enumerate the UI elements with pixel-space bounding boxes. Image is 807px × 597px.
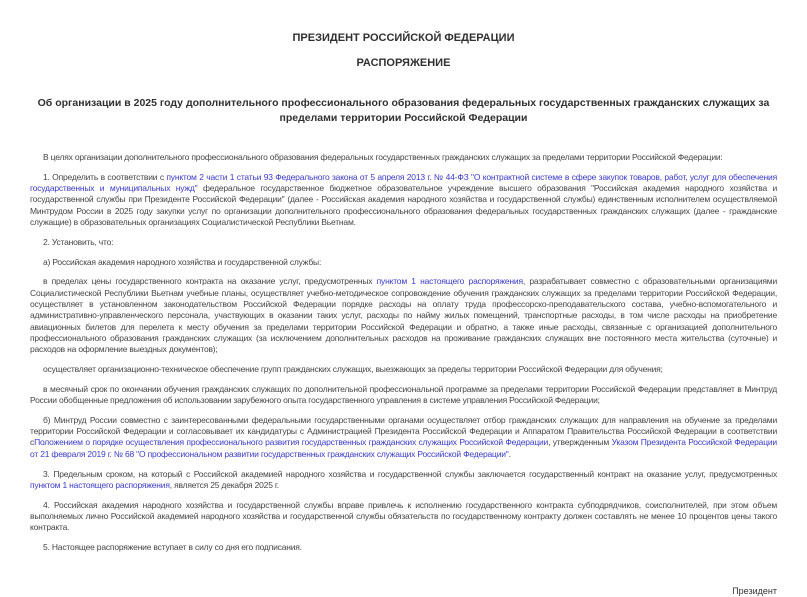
paragraph-text: , является 25 декабря 2025 г. (169, 479, 279, 490)
paragraph-text: в пределах цены государственного контракта на оказание услуг, предусмотренных (43, 276, 377, 287)
paragraph-text: осуществляет организационно-техническое обеспечение групп гражданских служащих, выезжающих за пределы территории Российской Федерации для обучения; (43, 363, 663, 374)
legal-reference-link[interactable]: Указом Президента Российской Федерации от 21 февраля 2019 г. № 68 "О профессиональном развитии государственных гражданских служащих Российской Федерации" (30, 437, 777, 459)
paragraph (30, 237, 777, 248)
paragraph-text: 1. Определить в соответствии с (43, 171, 167, 182)
document-header (30, 32, 777, 125)
legal-reference-link[interactable]: пунктом 1 настоящего распоряжения (30, 479, 170, 490)
paragraph (30, 469, 777, 492)
paragraph-text: 4. Российская академия народного хозяйства и государственной службы вправе привлечь к исполнению государственного контракта субподрядчиков, соисполнителей, при этом объем выполняемых лично Российской академией народного хозяйства и государственной службы обязательств по государственному контракту должен составлять не менее 10 процентов цены такого контракта. (30, 499, 777, 533)
paragraph (30, 542, 777, 553)
signature-row (30, 586, 777, 597)
document-title: Об организации в 2025 году дополнительного профессионального образования федеральных государственных гражданских служащих за пределами территории Российской Федерации (37, 97, 770, 124)
paragraph-text: , разрабатывает совместно с образовательными организациями Социалистической Республики Вьетнам учебные планы, осуществляет учебно-методическое сопровождение обучения гражданских служащих за пределами территории Российской Федерации, осуществляет в установленном законодательством Российской Федерации порядке расходы на оплату труда профессорско-преподавательского состава, учебно-вспомогательного и административно-управленческого персонала, участвующих в оказании таких услуг, расходы по найму жилых помещений, транспортные расходы, в том числе расходы на приобретение авиационных билетов для перелета к месту обучения за пределами территории Российской Федерации и обратно, а также иные расходы, связанные с организацией дополнительного профессионального образования гражданских служащих (за исключением дополнительных расходов на проживание гражданских служащих вне постоянного места жительства (суточные) и расходов на оформление выездных документов); (30, 276, 777, 355)
paragraph (30, 364, 777, 375)
legal-reference-link[interactable]: Положением о порядке осуществления профессионального развития государственных гражданских служащих Российской Федерации (34, 437, 549, 448)
paragraph (30, 415, 777, 460)
doc-type-heading: РАСПОРЯЖЕНИЕ (356, 57, 451, 69)
paragraph (30, 152, 777, 163)
legal-reference-link[interactable]: пунктом 1 настоящего распоряжения (376, 276, 523, 287)
paragraph (30, 384, 777, 407)
issuer-heading: ПРЕЗИДЕНТ РОССИЙСКОЙ ФЕДЕРАЦИИ (292, 32, 515, 44)
paragraph-text: б) Минтруд России совместно с заинтересованными федеральными государственными органами осуществляет отбор гражданских служащих для направления на обучение за пределами территории Российской Федерации и согласовывает их кандидатуры с Администрацией Президента Российской Федерации и Аппаратом Правительства Российской Федерации в соответствии с (30, 414, 777, 448)
paragraph-text: , утвержденным (548, 437, 612, 448)
paragraph-text: 5. Настоящее распоряжение вступает в силу со дня его подписания. (43, 542, 302, 553)
paragraph-text: 3. Предельным сроком, на который с Российской академией народного хозяйства и государственной службы заключается государственный контракт на оказание услуг, предусмотренных (43, 468, 777, 479)
paragraph-text: в месячный срок по окончании обучения гражданских служащих по дополнительной профессиональной программе за пределами территории Российской Федерации представляет в Минтруд России обобщенные предложения об использовании зарубежного опыта государственного управления в системе управления Российской Федерации; (30, 383, 777, 406)
paragraph-text: а) Российская академия народного хозяйства и государственной службы: (43, 256, 322, 267)
paragraph (30, 172, 777, 228)
signature-label: Президент (732, 586, 777, 597)
paragraph (30, 276, 777, 355)
paragraph-text: 2. Установить, что: (43, 236, 114, 247)
paragraph (30, 500, 777, 534)
paragraph (30, 257, 777, 268)
paragraph-text: федеральное государственное бюджетное образовательное учреждение высшего образования "Российская академия народного хозяйства и государственной службы при Президенте Российской Федерации" (далее - Российская академия народного хозяйства и государственной службы) единственным исполнителем осуществляемой Минтрудом России в 2025 году закупки услуг по организации дополнительного профессионального образования федеральных государственных гражданских служащих (далее - гражданские служащие) в образовательных организациях Социалистической Республики Вьетнам. (30, 183, 778, 227)
paragraph-text: . (508, 448, 511, 459)
legal-reference-link[interactable]: пунктом 2 части 1 статьи 93 Федерального закона от 5 апреля 2013 г. № 44-ФЗ "О контрактной системе в сфере закупок товаров, работ, услуг для обеспечения государственных и муниципальных нужд" (30, 171, 778, 194)
document-body (30, 152, 777, 553)
paragraph-text: В целях организации дополнительного профессионального образования федеральных государственных гражданских служащих за пределами территории Российской Федерации: (43, 152, 723, 162)
